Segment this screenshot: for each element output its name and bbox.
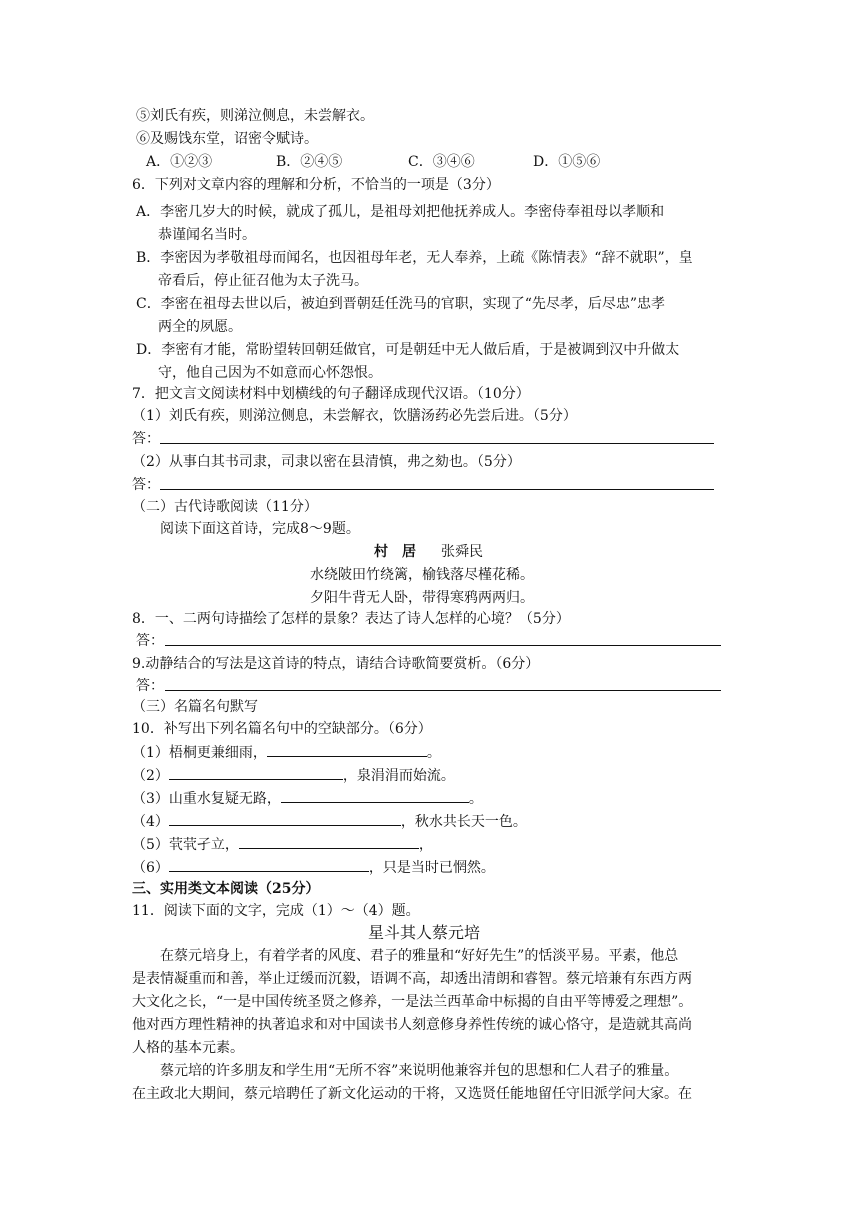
q9-answer-line[interactable]	[165, 676, 721, 691]
article-p2-line2: 在主政北大期间，蔡元培聘任了新文化运动的干将，又选贤任能地留任守旧派学问大家。在	[132, 1086, 692, 1102]
q7-answer-1-label: 答：	[132, 431, 160, 447]
article-title: 星斗其人蔡元培	[368, 923, 481, 942]
poem-line-1: 水绕陂田竹绕篱，榆钱落尽槿花稀。	[310, 567, 534, 583]
fill-5-suffix: ，	[418, 837, 433, 853]
article-p2-line1: 蔡元培的许多朋友和学生用“无所不容”来说明他兼容并包的思想和仁人君子的雅量。	[160, 1063, 679, 1079]
poem-title: 村 居	[374, 544, 416, 560]
q9-stem: 9.动静结合的写法是这首诗的特点，请结合诗歌简要赏析。（6分）	[132, 656, 540, 672]
fill-5	[132, 834, 433, 855]
fill-2-prefix: （2）	[132, 768, 169, 784]
q9-answer-label: 答：	[136, 678, 164, 694]
q8-answer-line[interactable]	[165, 631, 721, 646]
article-p1-line5: 人格的基本元素。	[132, 1040, 244, 1056]
fill-2	[132, 765, 455, 786]
q5-option-d: D．①⑤⑥	[533, 154, 601, 170]
fill-6	[132, 857, 495, 878]
q7-sentence-2: （2）从事白其书司隶，司隶以密在县清慎，弗之劾也。（5分）	[132, 454, 521, 470]
fill-6-blank[interactable]	[169, 857, 369, 872]
article-p1-line4: 他对西方理性精神的执著追求和对中国读书人刻意修身养性传统的诚心恪守，是造就其高尚	[132, 1017, 692, 1033]
q5-item-5: ⑤刘氏有疾，则涕泣侧息，未尝解衣。	[136, 108, 374, 124]
fill-4-suffix: ，秋水共长天一色。	[400, 814, 527, 830]
q10-stem: 10．补写出下列名篇名句中的空缺部分。（6分）	[132, 721, 432, 737]
poem-author: 张舜民	[441, 544, 483, 560]
q6-stem: 6．下列对文章内容的理解和分析，不恰当的一项是（3分）	[132, 177, 500, 193]
fill-5-prefix: （5）茕茕孑立，	[132, 837, 239, 853]
q6-option-b-line1: B．李密因为孝敬祖母而闻名，也因祖母年老，无人奉养，上疏《陈情表》“辞不就职”，皇	[136, 250, 693, 266]
fill-3	[132, 788, 483, 809]
poetry-instruction: 阅读下面这首诗，完成8～9题。	[160, 521, 360, 537]
fill-1	[132, 742, 441, 763]
q6-option-d-line1: D．李密有才能，常盼望转回朝廷做官，可是朝廷中无人做后盾，于是被调到汉中升做太	[136, 342, 680, 358]
q7-answer-2-line[interactable]	[160, 475, 714, 490]
q6-option-a-line2: 恭谨闻名当时。	[158, 227, 256, 243]
q5-option-b: B．②④⑤	[276, 154, 343, 170]
q8-stem: 8．一、二两句诗描绘了怎样的景象？表达了诗人怎样的心境？（5分）	[132, 611, 570, 627]
poem-line-2: 夕阳牛背无人卧，带得寒鸦两两归。	[310, 590, 534, 606]
fill-1-prefix: （1）梧桐更兼细雨，	[132, 745, 267, 761]
fill-5-blank[interactable]	[239, 834, 419, 849]
fill-1-blank[interactable]	[267, 742, 427, 757]
article-p1-line2: 是表情凝重而和善，举止迂缓而沉毅，语调不高，却透出清朗和睿智。蔡元培兼有东西方两	[132, 971, 692, 987]
section-poetry-heading: （二）古代诗歌阅读（11分）	[132, 499, 318, 515]
q7-stem: 7．把文言文阅读材料中划横线的句子翻译成现代汉语。（10分）	[132, 386, 530, 402]
fill-1-suffix: 。	[426, 745, 441, 761]
q6-option-a-line1: A．李密几岁大的时候，就成了孤儿，是祖母刘把他抚养成人。李密侍奉祖母以孝顺和	[136, 204, 665, 220]
fill-6-prefix: （6）	[132, 860, 169, 876]
fill-3-blank[interactable]	[281, 788, 469, 803]
q5-option-a: A．①②③	[146, 154, 213, 170]
section-recitation-heading: （三）名篇名句默写	[132, 699, 258, 715]
q5-option-c: C．③④⑥	[408, 154, 475, 170]
q7-sentence-1: （1）刘氏有疾，则涕泣侧息，未尝解衣，饮膳汤药必先尝后进。（5分）	[132, 408, 577, 424]
q6-option-d-line2: 守，他自己因为不如意而心怀怨恨。	[158, 365, 382, 381]
q11-stem: 11．阅读下面的文字，完成（1）～（4）题。	[132, 903, 420, 919]
fill-3-prefix: （3）山重水复疑无路，	[132, 791, 281, 807]
fill-2-suffix: ，泉涓涓而始流。	[342, 768, 455, 784]
q6-option-b-line2: 帝看后，停止征召他为太子洗马。	[158, 273, 368, 289]
fill-6-suffix: ，只是当时已惘然。	[368, 860, 495, 876]
fill-2-blank[interactable]	[169, 765, 343, 780]
fill-4-prefix: （4）	[132, 814, 169, 830]
fill-4-blank[interactable]	[169, 811, 401, 826]
q5-item-6: ⑥及赐饯东堂，诏密令赋诗。	[136, 131, 318, 147]
q6-option-c-line2: 两全的夙愿。	[158, 319, 242, 335]
article-p1-line1: 在蔡元培身上，有着学者的风度、君子的雅量和“好好先生”的恬淡平易。平素，他总	[160, 948, 679, 964]
article-p1-line3: 大文化之长，“一是中国传统圣贤之修养，一是法兰西革命中标揭的自由平等博爱之理想”。	[132, 994, 693, 1010]
fill-3-suffix: 。	[468, 791, 483, 807]
q7-answer-1-line[interactable]	[160, 429, 714, 444]
q6-option-c-line1: C．李密在祖母去世以后，被迫到晋朝廷任洗马的官职，实现了“先尽孝，后尽忠”忠孝	[136, 296, 666, 312]
q8-answer-label: 答：	[136, 633, 164, 649]
part3-heading: 三、实用类文本阅读（25分）	[132, 881, 320, 897]
q7-answer-2-label: 答：	[132, 477, 160, 493]
fill-4	[132, 811, 527, 832]
